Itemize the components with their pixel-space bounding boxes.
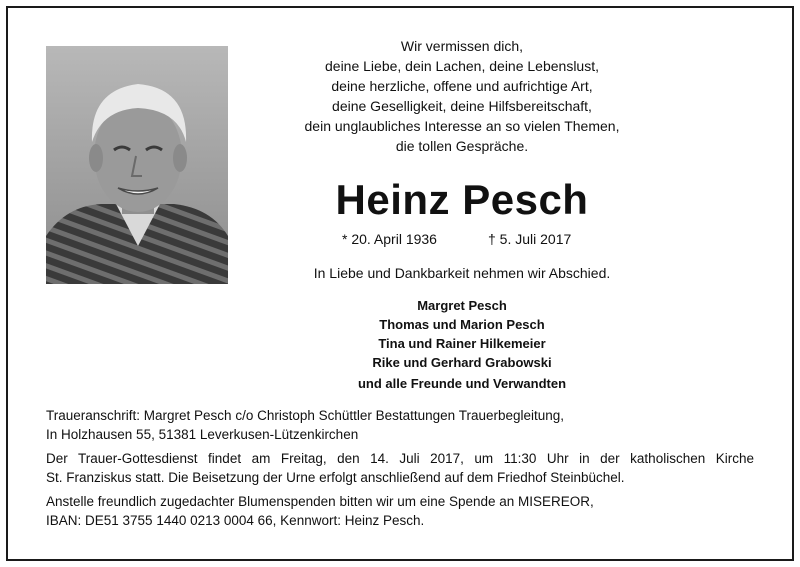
birth-date: * 20. April 1936	[342, 231, 437, 247]
mourners-list	[262, 296, 662, 372]
mourner-name: Thomas und Marion Pesch	[379, 317, 545, 332]
mourner-name: Margret Pesch	[417, 298, 507, 313]
poem-line: die tollen Gespräche.	[395, 138, 529, 154]
death-date: † 5. Juli 2017	[488, 231, 572, 247]
friends-and-relatives: und alle Freunde und Verwandten	[357, 376, 567, 391]
service-line: St. Franziskus statt. Die Beisetzung der Urne erfolgt anschließend auf dem Friedhof Steinbüchel.	[46, 470, 625, 485]
service-info	[46, 449, 754, 487]
poem-line: Wir vermissen dich,	[400, 38, 524, 54]
service-line: Der Trauer-Gottesdienst findet am Freitag, den 14. Juli 2017, um 11:30 Uhr in der katholischen Kirche	[46, 451, 754, 466]
portrait-photo	[46, 46, 228, 284]
poem-line: deine Geselligkeit, deine Hilfsbereitschaft,	[332, 98, 592, 114]
donation-line: Anstelle freundlich zugedachter Blumenspenden bitten wir um eine Spende an MISEREOR,	[46, 494, 594, 509]
donation-line: IBAN: DE51 3755 1440 0213 0004 66, Kennwort: Heinz Pesch.	[46, 513, 425, 528]
address-line: In Holzhausen 55, 51381 Leverkusen-Lützenkirchen	[46, 427, 359, 442]
memorial-poem	[262, 36, 662, 156]
donation-info	[46, 492, 754, 530]
mourning-address	[46, 406, 754, 444]
poem-line: deine Liebe, dein Lachen, deine Lebenslust,	[325, 58, 599, 74]
deceased-name: Heinz Pesch	[335, 176, 589, 223]
mourner-name: Rike und Gerhard Grabowski	[372, 355, 552, 370]
poem-line: deine herzliche, offene und aufrichtige Art,	[331, 78, 593, 94]
farewell-text: In Liebe und Dankbarkeit nehmen wir Abschied.	[313, 265, 611, 281]
mourner-name: Tina und Rainer Hilkemeier	[378, 336, 546, 351]
poem-line: dein unglaubliches Interesse an so vielen Themen,	[304, 118, 620, 134]
address-line: Traueranschrift: Margret Pesch c/o Christoph Schüttler Bestattungen Trauerbegleitung,	[46, 408, 565, 423]
